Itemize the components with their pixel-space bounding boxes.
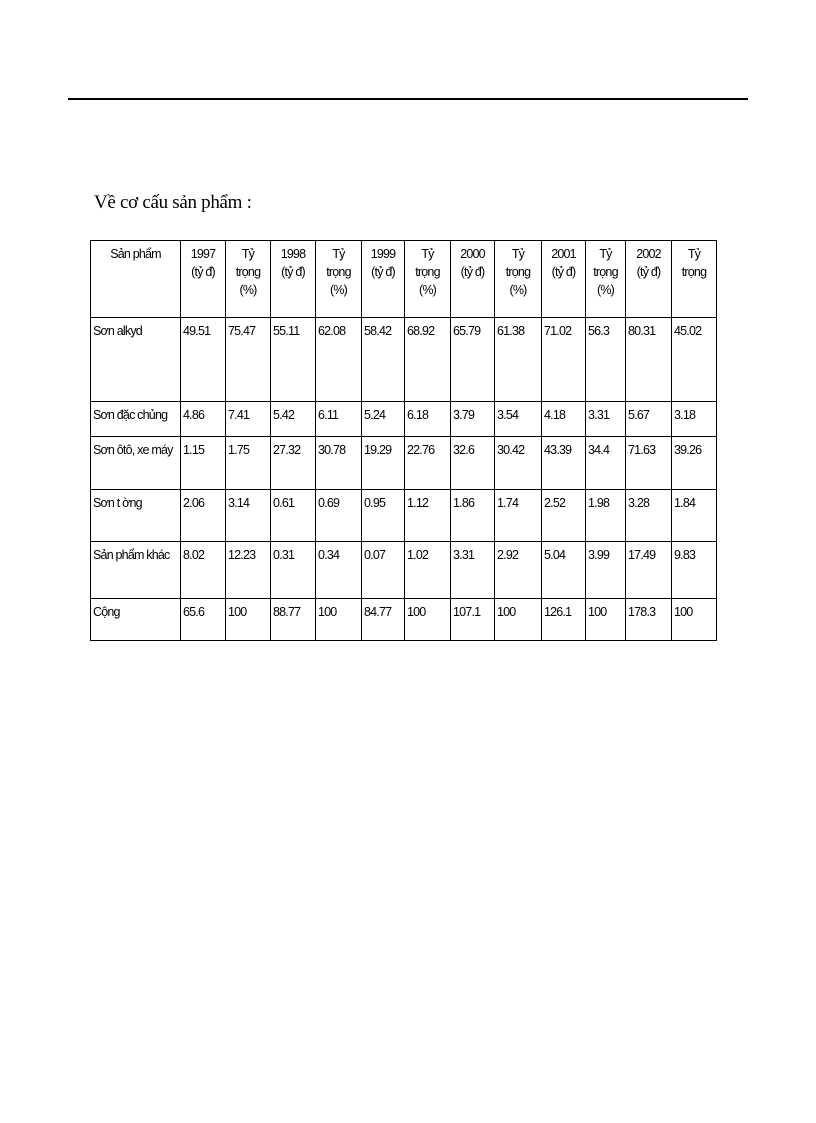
row-label: Sơn t ờng	[91, 490, 181, 542]
table-cell: 55.11	[271, 318, 316, 402]
table-cell: 19.29	[362, 437, 405, 490]
header-cell-product: Sản phẩm	[91, 241, 181, 318]
table-cell: 65.79	[451, 318, 495, 402]
table-cell: 0.34	[316, 542, 362, 599]
table-cell: 6.18	[405, 402, 451, 437]
table-cell: 3.31	[451, 542, 495, 599]
table-cell: 80.31	[626, 318, 672, 402]
header-cell-1997-value: 1997 (tỷ đ)	[181, 241, 226, 318]
table-cell: 0.61	[271, 490, 316, 542]
table-cell: 84.77	[362, 599, 405, 641]
table-cell: 1.84	[672, 490, 717, 542]
table-row	[91, 437, 717, 490]
table-cell: 30.42	[495, 437, 542, 490]
table-cell: 0.95	[362, 490, 405, 542]
table-cell: 1.75	[226, 437, 271, 490]
table-cell: 5.04	[542, 542, 586, 599]
table-cell: 56.3	[586, 318, 626, 402]
header-cell-1999-share: Tỷ trọng (%)	[405, 241, 451, 318]
header-cell-2001-value: 2001 (tỷ đ)	[542, 241, 586, 318]
table-cell: 3.79	[451, 402, 495, 437]
table-cell: 32.6	[451, 437, 495, 490]
table-cell: 3.99	[586, 542, 626, 599]
table-cell: 43.39	[542, 437, 586, 490]
header-cell-1999-value: 1999 (tỷ đ)	[362, 241, 405, 318]
table-row	[91, 402, 717, 437]
table-cell: 71.63	[626, 437, 672, 490]
table-cell: 3.14	[226, 490, 271, 542]
row-label: Cộng	[91, 599, 181, 641]
table-cell: 3.54	[495, 402, 542, 437]
table-cell: 7.41	[226, 402, 271, 437]
table-cell: 4.86	[181, 402, 226, 437]
section-heading: Về cơ cấu sản phẩm :	[94, 192, 252, 213]
table-cell: 1.02	[405, 542, 451, 599]
table-cell: 0.07	[362, 542, 405, 599]
table-cell: 12.23	[226, 542, 271, 599]
table-cell: 100	[495, 599, 542, 641]
table-header-row	[91, 241, 717, 318]
top-rule	[68, 98, 748, 100]
table-cell: 3.18	[672, 402, 717, 437]
table-row	[91, 318, 717, 402]
table-cell: 4.18	[542, 402, 586, 437]
table-cell: 27.32	[271, 437, 316, 490]
table-cell: 2.06	[181, 490, 226, 542]
header-cell-2001-share: Tỷ trọng (%)	[586, 241, 626, 318]
table-row	[91, 490, 717, 542]
row-label: Sơn alkyd	[91, 318, 181, 402]
header-cell-2000-share: Tỷ trọng (%)	[495, 241, 542, 318]
table-cell: 1.86	[451, 490, 495, 542]
row-label: Sơn đặc chủng	[91, 402, 181, 437]
table-cell: 6.11	[316, 402, 362, 437]
table-cell: 9.83	[672, 542, 717, 599]
header-cell-2000-value: 2000 (tỷ đ)	[451, 241, 495, 318]
table-cell: 22.76	[405, 437, 451, 490]
table-cell: 100	[226, 599, 271, 641]
table-cell: 5.42	[271, 402, 316, 437]
table-cell: 49.51	[181, 318, 226, 402]
table-cell: 1.15	[181, 437, 226, 490]
table-cell: 5.24	[362, 402, 405, 437]
table-cell: 107.1	[451, 599, 495, 641]
header-cell-1997-share: Tỷ trọng (%)	[226, 241, 271, 318]
table-cell: 39.26	[672, 437, 717, 490]
table-cell: 0.69	[316, 490, 362, 542]
header-cell-1998-share: Tỷ trọng (%)	[316, 241, 362, 318]
table-cell: 71.02	[542, 318, 586, 402]
table-row-total	[91, 599, 717, 641]
table-cell: 100	[672, 599, 717, 641]
table-row	[91, 542, 717, 599]
table-cell: 8.02	[181, 542, 226, 599]
table-cell: 34.4	[586, 437, 626, 490]
table-cell: 30.78	[316, 437, 362, 490]
table-cell: 1.98	[586, 490, 626, 542]
header-cell-2002-share: Tỷ trọng	[672, 241, 717, 318]
table-cell: 61.38	[495, 318, 542, 402]
header-cell-2002-value: 2002 (tỷ đ)	[626, 241, 672, 318]
table-cell: 100	[316, 599, 362, 641]
table-cell: 3.28	[626, 490, 672, 542]
table-cell: 0.31	[271, 542, 316, 599]
table-cell: 62.08	[316, 318, 362, 402]
table-cell: 3.31	[586, 402, 626, 437]
table-cell: 1.74	[495, 490, 542, 542]
table-cell: 58.42	[362, 318, 405, 402]
table-cell: 75.47	[226, 318, 271, 402]
table-cell: 100	[405, 599, 451, 641]
table-cell: 88.77	[271, 599, 316, 641]
table-cell: 65.6	[181, 599, 226, 641]
product-structure-table	[90, 240, 717, 641]
table-cell: 45.02	[672, 318, 717, 402]
row-label: Sản phẩm khác	[91, 542, 181, 599]
table-cell: 100	[586, 599, 626, 641]
table-cell: 126.1	[542, 599, 586, 641]
table-cell: 17.49	[626, 542, 672, 599]
table-cell: 2.92	[495, 542, 542, 599]
header-cell-1998-value: 1998 (tỷ đ)	[271, 241, 316, 318]
table-cell: 5.67	[626, 402, 672, 437]
table-cell: 178.3	[626, 599, 672, 641]
table-cell: 1.12	[405, 490, 451, 542]
table-cell: 2.52	[542, 490, 586, 542]
row-label: Sơn ôtô, xe máy	[91, 437, 181, 490]
table-cell: 68.92	[405, 318, 451, 402]
